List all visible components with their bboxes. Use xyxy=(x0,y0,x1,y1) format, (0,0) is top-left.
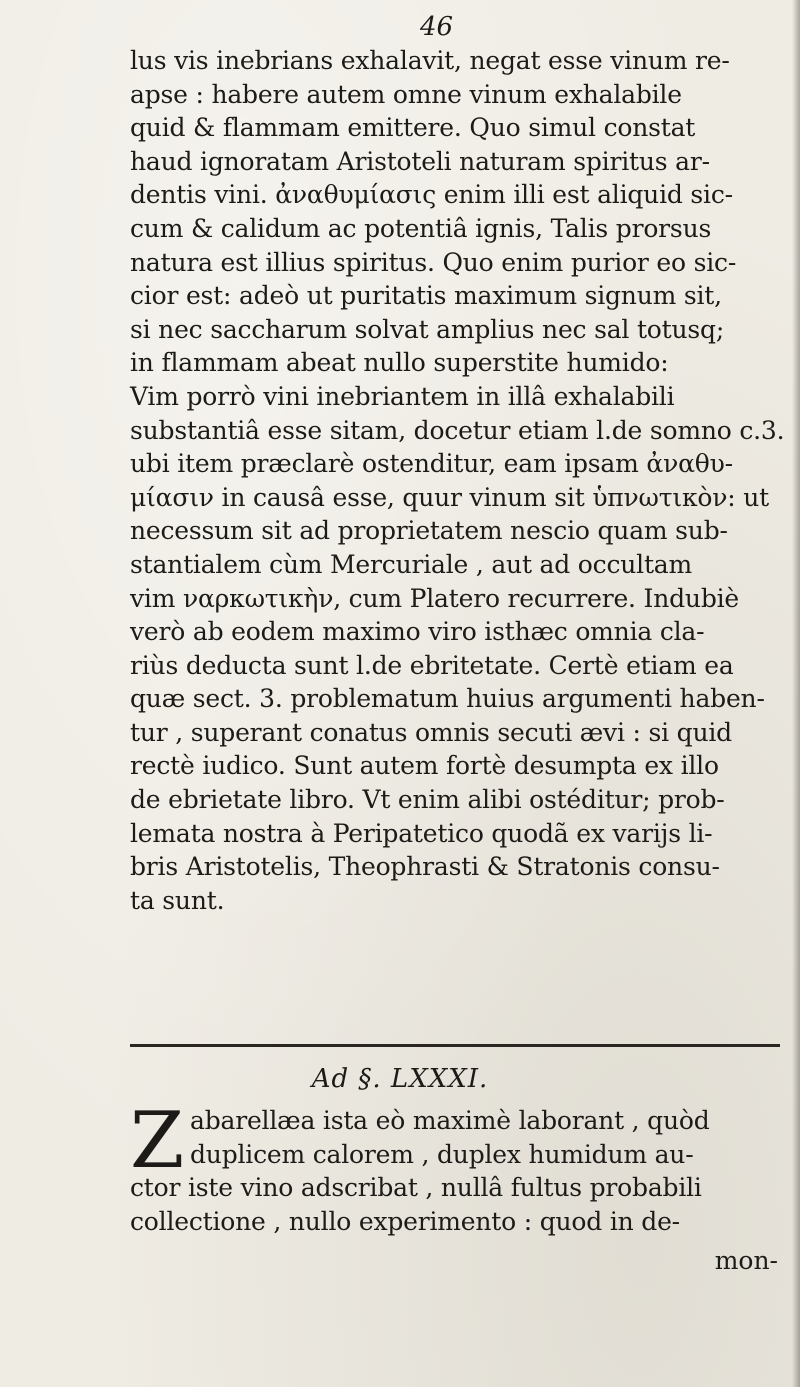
text-line: lus vis inebrians exhalavit, negat esse vinum re- xyxy=(130,46,730,75)
text-line: ubi item præclarè ostenditur, eam ipsam ἀναθυ- xyxy=(130,449,733,479)
text-line: quæ sect. 3. problematum huius argumenti haben- xyxy=(130,684,765,714)
text-line: natura est illius spiritus. Quo enim purior eo sic- xyxy=(130,247,737,277)
text-line: apse : habere autem omne vinum exhalabile xyxy=(130,79,682,109)
text-line: in flammam abeat nullo superstite humido: xyxy=(130,348,669,378)
text-line: verò ab eodem maximo viro isthæc omnia cla- xyxy=(130,617,705,647)
section-heading: Ad §. LXXXI. xyxy=(311,1064,489,1094)
text-line: stantialem cùm Mercuriale , aut ad occultam xyxy=(130,549,693,579)
text-line: necessum sit ad proprietatem nescio quam sub- xyxy=(130,516,728,546)
section-line: abarellæa ista eò maximè laborant , quòd xyxy=(190,1106,710,1135)
text-line: quid & flammam emittere. Quo simul constat xyxy=(130,113,696,143)
drop-cap: Z xyxy=(130,1096,185,1186)
section-line: duplicem calorem , duplex humidum au- xyxy=(190,1139,694,1169)
text-line: si nec saccharum solvat amplius nec sal totusq; xyxy=(130,314,725,344)
section-line: collectione , nullo experimento : quod in de- xyxy=(130,1206,680,1236)
text-line: haud ignoratam Aristoteli naturam spiritus ar- xyxy=(130,146,710,176)
text-line: rectè iudico. Sunt autem fortè desumpta ex illo xyxy=(130,751,719,781)
text-line: de ebrietate libro. Vt enim alibi ostéditur; prob- xyxy=(130,785,725,815)
body-text xyxy=(130,44,790,917)
section-divider-rule xyxy=(130,1044,780,1047)
page-edge-shadow xyxy=(792,0,800,1387)
text-line: vim ναρκωτικὴν, cum Platero recurrere. Indubiè xyxy=(130,583,740,613)
text-line: tur , superant conatus omnis secuti ævi : si quid xyxy=(130,717,732,747)
section-line: ctor iste vino adscribat , nullâ fultus probabili xyxy=(130,1173,702,1203)
text-line: riùs deducta sunt l.de ebritetate. Certè etiam ea xyxy=(130,650,734,680)
text-line: lemata nostra à Peripatetico quodã ex varijs li- xyxy=(130,818,713,848)
text-line: bris Aristotelis, Theophrasti & Stratonis consu- xyxy=(130,852,720,882)
page-number: 46 xyxy=(420,12,454,42)
text-line: dentis vini. ἀναθυμίασις enim illi est aliquid sic- xyxy=(130,180,733,210)
text-line: ta sunt. xyxy=(130,885,225,915)
text-line: cum & calidum ac potentiâ ignis, Talis prorsus xyxy=(130,213,712,243)
text-line: Vim porrò vini inebriantem in illâ exhalabili xyxy=(130,381,675,411)
text-line: substantiâ esse sitam, docetur etiam l.de somno c.3. xyxy=(130,415,785,445)
text-line: μίασιν in causâ esse, quur vinum sit ὑπνωτικὸν: ut xyxy=(130,482,769,512)
catchword: mon- xyxy=(714,1246,778,1275)
text-line: cior est: adeò ut puritatis maximum signum sit, xyxy=(130,281,722,311)
section-body xyxy=(130,1096,790,1238)
